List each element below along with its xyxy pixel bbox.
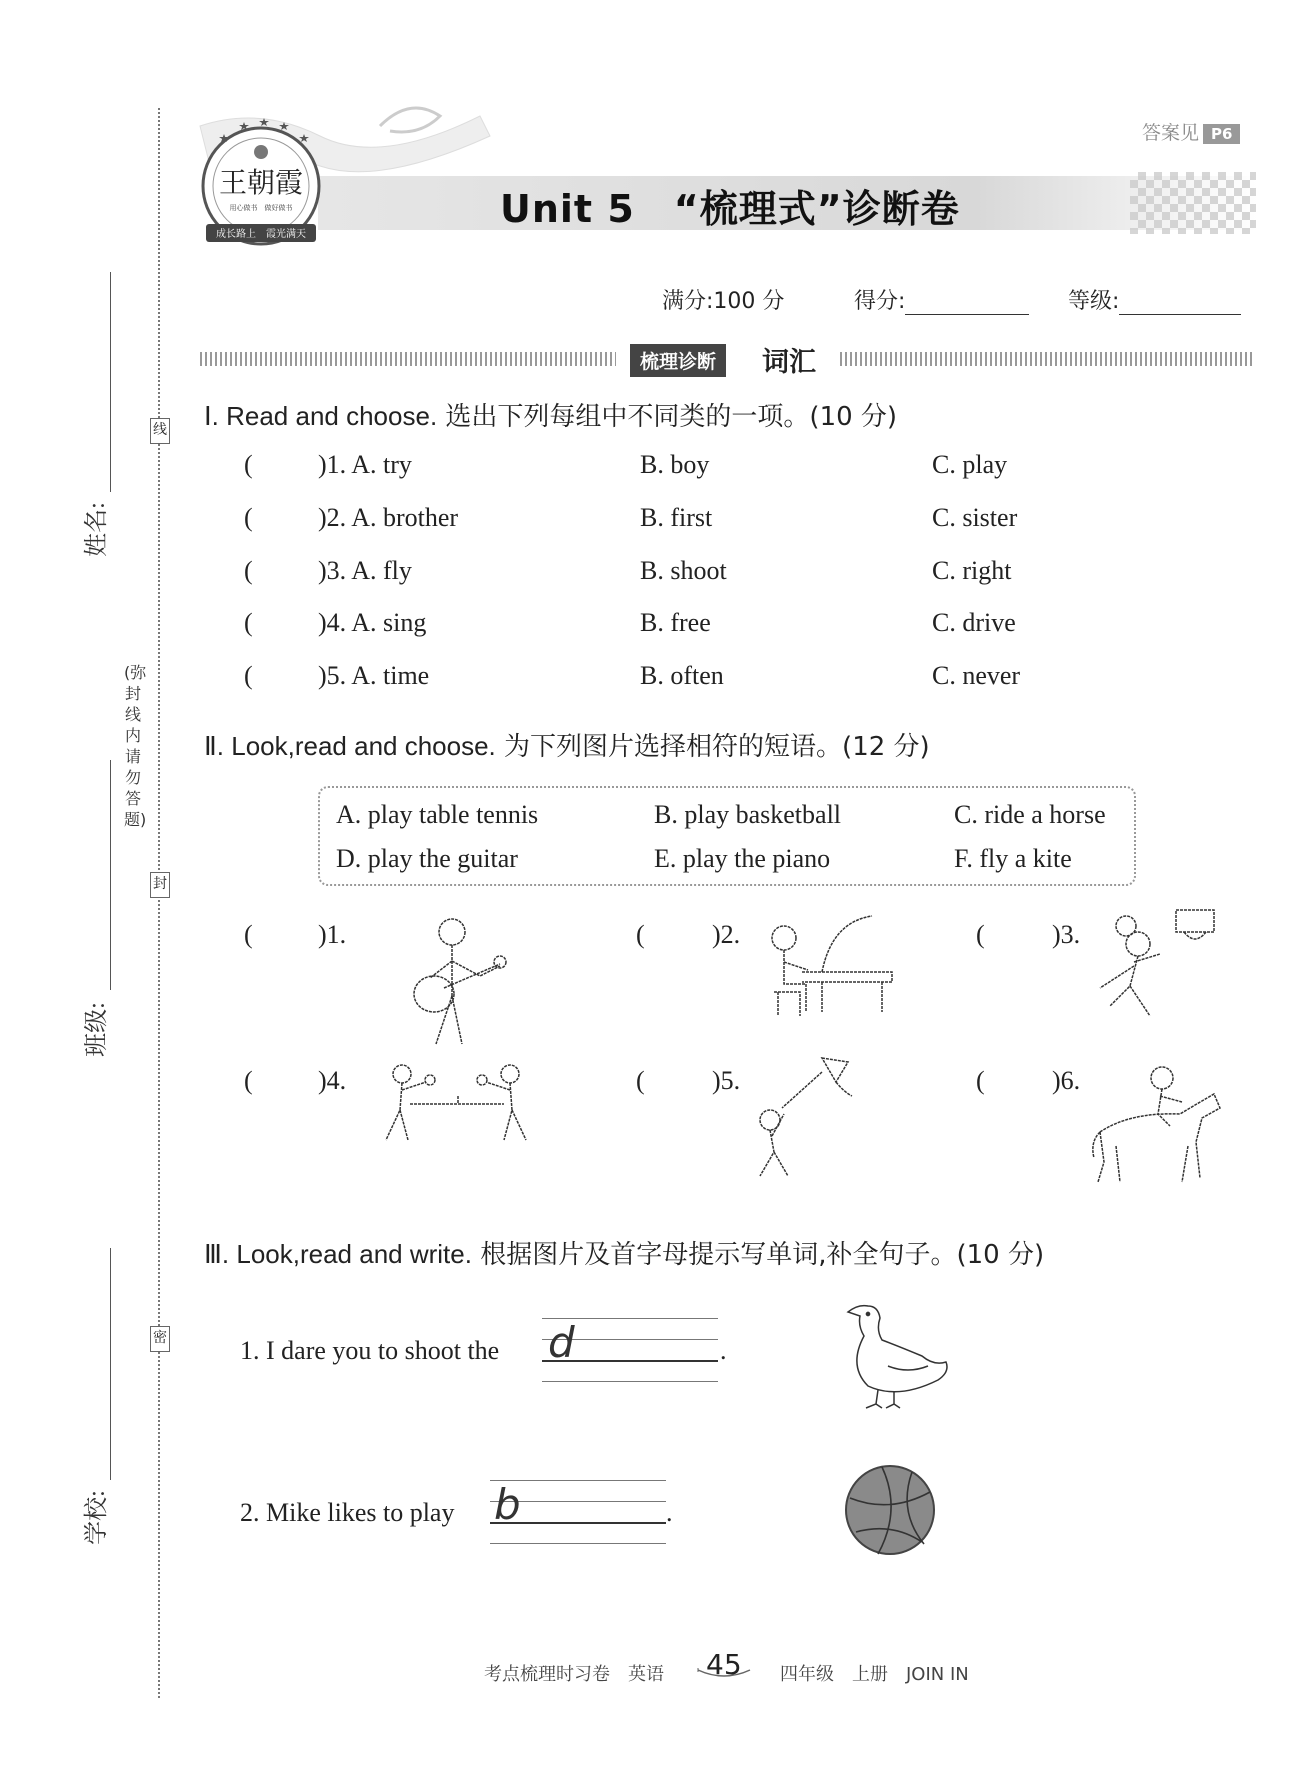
basketball-player-picture bbox=[1090, 906, 1220, 1026]
page-number: 45 bbox=[706, 1648, 742, 1681]
q3-item-2-hint-letter: b bbox=[494, 1480, 521, 1529]
q2-item-6: )6. bbox=[1052, 1066, 1081, 1095]
no-answer-note: (弥封线内请勿答题) bbox=[124, 663, 147, 829]
duck-picture bbox=[838, 1296, 958, 1416]
q3-item-1-end: . bbox=[720, 1336, 727, 1365]
q3-item-2-end: . bbox=[666, 1498, 673, 1527]
q3-item-1-text: 1. I dare you to shoot the bbox=[240, 1336, 500, 1365]
grade-field: 等级: bbox=[1068, 284, 1241, 315]
score-blank[interactable] bbox=[905, 288, 1029, 315]
footer-book-title: 考点梳理时习卷 英语 bbox=[484, 1664, 664, 1685]
seal-mark-line: 线 bbox=[150, 418, 170, 444]
section-divider-left bbox=[200, 352, 616, 366]
school-blank-line bbox=[110, 1248, 111, 1480]
kite-flyer-picture bbox=[752, 1052, 872, 1182]
school-label: 学校: bbox=[83, 1490, 110, 1545]
option-f: F. fly a kite bbox=[954, 844, 1072, 873]
answer-bracket[interactable]: ( bbox=[636, 920, 645, 949]
answer-bracket[interactable]: ( bbox=[244, 503, 253, 532]
horse-rider-picture bbox=[1090, 1062, 1230, 1202]
q1-item-4-c: C. drive bbox=[932, 608, 1016, 637]
q2-item-4: )4. bbox=[318, 1066, 347, 1095]
option-c: C. ride a horse bbox=[954, 800, 1106, 829]
q2-item-2: )2. bbox=[712, 920, 741, 949]
q1-item-3-b: B. shoot bbox=[640, 556, 727, 585]
q1-item-4-a: )4. A. sing bbox=[318, 608, 427, 637]
q1-item-3-c: C. right bbox=[932, 556, 1012, 585]
class-label: 班级: bbox=[83, 1002, 110, 1057]
section-title: 词汇 bbox=[762, 347, 816, 378]
footer-grade-info: 四年级 上册 JOIN IN bbox=[780, 1664, 969, 1685]
svg-text:用心做书 做好做书: 用心做书 做好做书 bbox=[229, 204, 293, 212]
piano-player-picture bbox=[762, 912, 892, 1032]
q1-item-2-a: )2. A. brother bbox=[318, 503, 459, 532]
full-score: 满分:100 分 bbox=[662, 289, 785, 314]
q3-item-1-hint-letter: d bbox=[548, 1318, 575, 1367]
q1-item-2-b: B. first bbox=[640, 503, 713, 532]
svg-text:成长路上 霞光满天: 成长路上 霞光满天 bbox=[216, 229, 306, 240]
binding-dotted-line bbox=[158, 108, 160, 1698]
option-b: B. play basketball bbox=[654, 800, 842, 829]
answer-bracket[interactable]: ( bbox=[244, 1066, 253, 1095]
class-blank-line bbox=[110, 760, 111, 990]
seal-mark-secret: 密 bbox=[150, 1326, 170, 1352]
q1-item-5-a: )5. A. time bbox=[318, 661, 430, 690]
score-field: 得分: bbox=[854, 284, 1029, 315]
publisher-logo bbox=[196, 114, 326, 254]
answer-bracket[interactable]: ( bbox=[976, 1066, 985, 1095]
page-title: Unit 5 “梳理式”诊断卷 bbox=[500, 187, 960, 231]
answer-bracket[interactable]: ( bbox=[244, 608, 253, 637]
seal-mark-seal: 封 bbox=[150, 872, 170, 898]
checker-decoration bbox=[1130, 172, 1256, 234]
q1-item-3-a: )3. A. fly bbox=[318, 556, 412, 585]
q1-item-1-b: B. boy bbox=[640, 450, 710, 479]
svg-text:王朝霞: 王朝霞 bbox=[218, 166, 304, 199]
option-a: A. play table tennis bbox=[336, 800, 539, 829]
q2-item-3: )3. bbox=[1052, 920, 1081, 949]
name-blank-line bbox=[110, 272, 111, 492]
question-1-heading: Ⅰ. Read and choose. 选出下列每组中不同类的一项。(10 分) bbox=[204, 401, 898, 432]
section-tag: 梳理诊断 bbox=[630, 344, 726, 377]
answer-bracket[interactable]: ( bbox=[636, 1066, 645, 1095]
q1-item-1-c: C. play bbox=[932, 450, 1008, 479]
q2-item-1: )1. bbox=[318, 920, 347, 949]
question-3-heading: Ⅲ. Look,read and write. 根据图片及首字母提示写单词,补全句子。(10 分) bbox=[204, 1239, 1045, 1270]
q3-item-2-text: 2. Mike likes to play bbox=[240, 1498, 455, 1527]
name-label: 姓名: bbox=[83, 502, 110, 557]
q1-item-5-c: C. never bbox=[932, 661, 1021, 690]
option-d: D. play the guitar bbox=[336, 844, 518, 873]
answer-bracket[interactable]: ( bbox=[244, 920, 253, 949]
table-tennis-picture bbox=[380, 1060, 540, 1160]
q1-item-5-b: B. often bbox=[640, 661, 724, 690]
section-divider-right bbox=[840, 352, 1254, 366]
q1-item-4-b: B. free bbox=[640, 608, 711, 637]
q1-item-2-c: C. sister bbox=[932, 503, 1018, 532]
answer-bracket[interactable]: ( bbox=[244, 450, 253, 479]
guitar-player-picture bbox=[400, 916, 510, 1046]
q1-item-1-a: )1. A. try bbox=[318, 450, 412, 479]
answer-bracket[interactable]: ( bbox=[244, 556, 253, 585]
option-e: E. play the piano bbox=[654, 844, 831, 873]
grade-blank[interactable] bbox=[1119, 288, 1241, 315]
answer-bracket[interactable]: ( bbox=[976, 920, 985, 949]
basketball-picture bbox=[842, 1462, 938, 1558]
q2-item-5: )5. bbox=[712, 1066, 741, 1095]
answer-reference: 答案见 P6 bbox=[1142, 118, 1240, 145]
answer-bracket[interactable]: ( bbox=[244, 661, 253, 690]
question-2-heading: Ⅱ. Look,read and choose. 为下列图片选择相符的短语。(12 分) bbox=[204, 731, 930, 762]
